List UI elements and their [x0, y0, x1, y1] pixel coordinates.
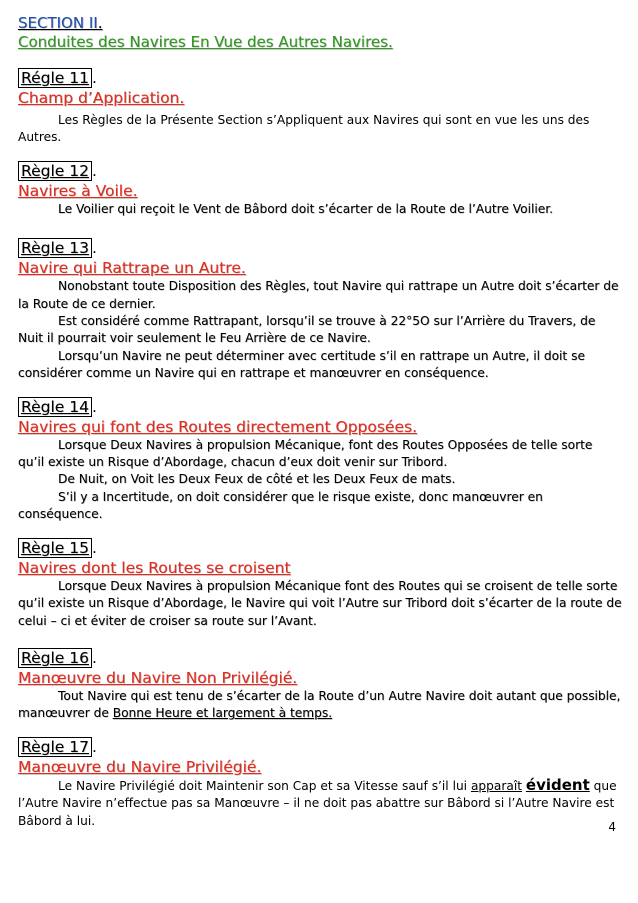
rule-paragraph: De Nuit, on Voit les Deux Feux de côté et les Deux Feux de mats.: [58, 472, 456, 487]
rule-number: Règle 17: [18, 737, 92, 757]
rule-title: Manœuvre du Navire Privilégié.: [18, 757, 262, 776]
rule-paragraph-text: Tout Navire qui est tenu de s’écarter de la Route d’un Autre Navire doit autant que possible, manœuvrer de: [18, 688, 621, 721]
rule-heading-dot: .: [91, 397, 97, 416]
underlined-phrase: Bonne Heure et largement à temps.: [112, 706, 333, 721]
emphasized-word: évident: [525, 775, 590, 794]
rule-number: Règle 12: [18, 161, 92, 181]
rule-paragraph: Lorsqu’un Navire ne peut déterminer avec certitude s’il en rattrape un Autre, il doit se considérer comme un Navire qui en rattrape et manœuvrer en conséquence.: [18, 348, 585, 381]
rule-title: Navires à Voile.: [18, 181, 138, 200]
rule-paragraph: Lorsque Deux Navires à propulsion Mécanique font des Routes qui se croisent de telle sorte qu’il existe un Risque d’Abordage, le Navire qui voit l’Autre sur Tribord doit s’écarter de la route de celui – ci et éviter de croiser sa route sur l’Avant.: [18, 578, 622, 628]
rule-15: [18, 538, 622, 630]
rule-paragraph: [18, 688, 622, 723]
rule-heading-dot: .: [91, 239, 97, 258]
rule-number: Règle 14: [18, 397, 92, 417]
section-subtitle: Conduites des Navires En Vue des Autres Navires.: [18, 33, 393, 51]
rule-paragraph: [18, 777, 622, 830]
rule-heading: [18, 538, 622, 558]
rule-heading-dot: .: [91, 648, 97, 667]
page-number: 4: [608, 820, 616, 834]
rule-14: [18, 397, 622, 524]
document-page: [18, 14, 622, 830]
rule-16: [18, 648, 622, 723]
rule-heading-dot: .: [91, 737, 97, 756]
rule-paragraph: Est considéré comme Rattrapant, lorsqu’il se trouve à 22°5O sur l’Arrière du Travers, de Nuit il pourrait voir seulement le Feu Arrière de ce Navire.: [18, 314, 596, 346]
rule-17: [18, 737, 622, 830]
rule-heading: [18, 68, 622, 88]
section-dot: .: [97, 14, 103, 32]
rule-paragraph-text: Le Navire Privilégié doit Maintenir son Cap et sa Vitesse sauf s’il lui: [58, 778, 471, 793]
rule-number: Règle 16: [18, 648, 92, 668]
section-label: SECTION II: [18, 14, 98, 32]
rule-heading-dot: .: [91, 161, 97, 180]
rule-heading: [18, 397, 622, 417]
rule-title: Manœuvre du Navire Non Privilégié.: [18, 668, 298, 687]
rule-heading-dot: .: [91, 69, 97, 87]
rule-number: Règle 15: [18, 538, 92, 558]
rule-title-text: Champ d’Application: [18, 89, 180, 107]
rule-heading: [18, 737, 622, 757]
rule-12: [18, 161, 622, 218]
rule-paragraph: Les Règles de la Présente Section s’Appliquent aux Navires qui sont en vue les uns des Autres.: [18, 113, 590, 145]
underlined-word: apparaît: [470, 778, 523, 793]
rule-title: Navires dont les Routes se croisent: [18, 558, 291, 577]
rule-title: Navires qui font des Routes directement Opposées.: [18, 417, 418, 436]
rule-title-dot: .: [179, 89, 185, 107]
rule-heading: [18, 648, 622, 668]
rule-paragraph: S’il y a Incertitude, on doit considérer que le risque existe, donc manœuvrer en conséquence.: [18, 489, 543, 522]
rule-paragraph: Lorsque Deux Navires à propulsion Mécanique, font des Routes Opposées de telle sorte qu’il existe un Risque d’Abordage, chacun d’eux doit venir sur Tribord.: [18, 437, 593, 470]
rule-number: Règle 13: [18, 238, 92, 258]
rule-paragraph-text: que l’Autre Navire n’effectue pas sa Manœuvre – il ne doit pas abattre sur Bâbord si l’Autre Navire est Bâbord à lui.: [18, 778, 617, 828]
rule-11: [18, 68, 622, 147]
rule-number: Régle 11: [18, 68, 92, 88]
section-title: [18, 14, 622, 33]
rule-paragraph: Le Voilier qui reçoit le Vent de Bâbord doit s’écarter de la Route de l’Autre Voilier.: [58, 201, 554, 216]
rule-title: Navire qui Rattrape un Autre.: [18, 259, 246, 278]
rule-13: [18, 238, 622, 382]
rule-title: [18, 88, 622, 108]
rule-heading: [18, 161, 622, 181]
rule-paragraph: Nonobstant toute Disposition des Règles, tout Navire qui rattrape un Autre doit s’écarter de la Route de ce dernier.: [18, 279, 619, 311]
rule-heading-dot: .: [91, 538, 97, 557]
rule-heading: [18, 238, 622, 258]
